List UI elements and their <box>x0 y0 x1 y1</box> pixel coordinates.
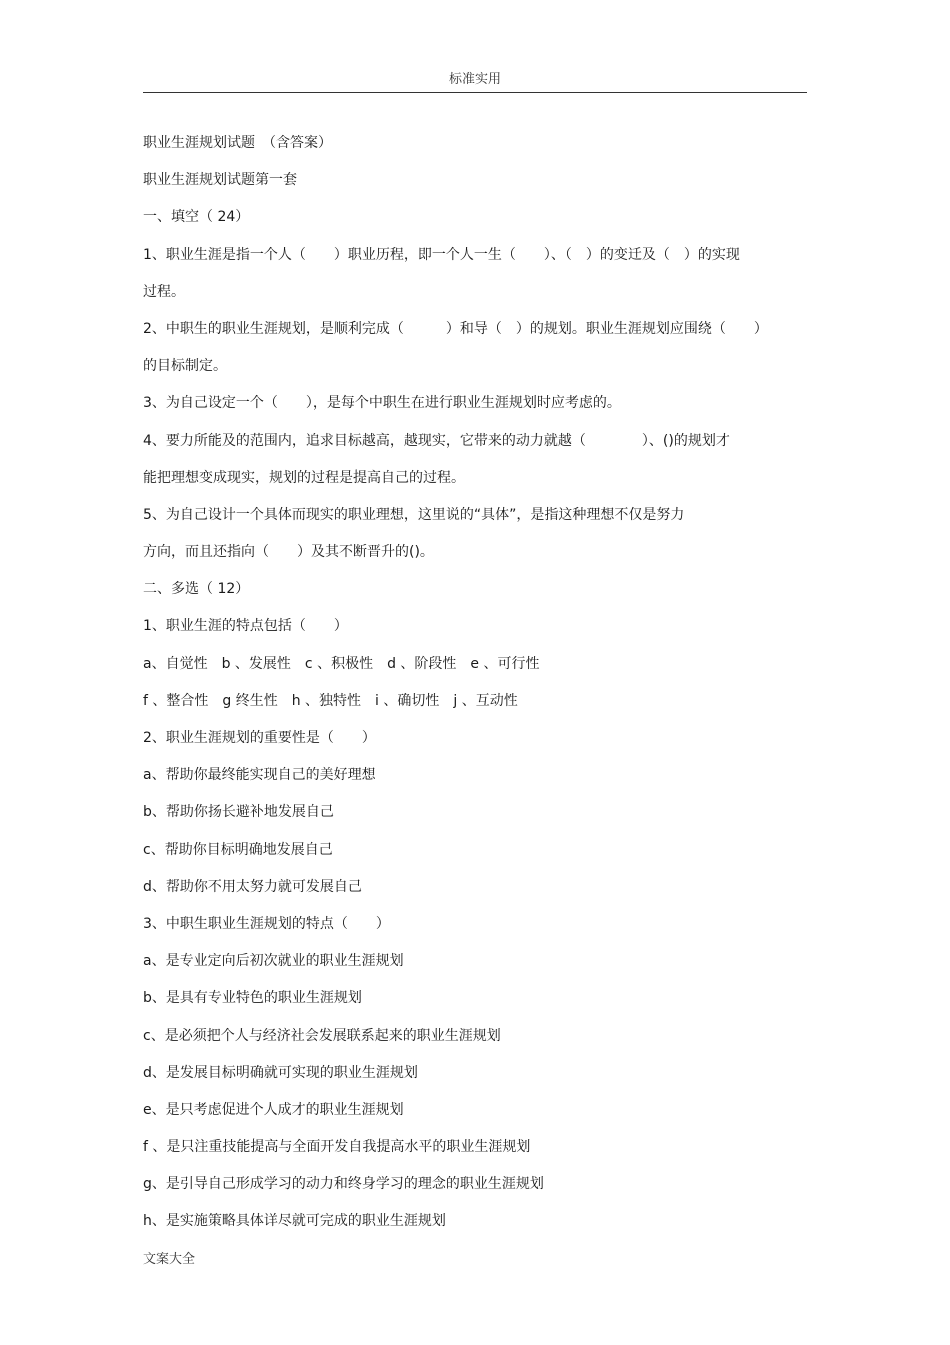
question-text: 2、职业生涯规划的重要性是（ ） <box>143 730 376 746</box>
question-text: 的目标制定。 <box>143 358 227 375</box>
doc-title: 职业生涯规划试题 （含答案） <box>143 135 332 151</box>
question-text: 过程。 <box>143 283 185 300</box>
header-title: 标准实用 <box>448 72 501 87</box>
option-text: c、帮助你目标明确地发展自己 <box>143 841 333 858</box>
option-text: c、是必须把个人与经济社会发展联系起来的职业生涯规划 <box>143 1027 501 1044</box>
page-footer: 文案大全 <box>143 1252 196 1267</box>
option-text: a、自觉性 b 、发展性 c 、积极性 d 、阶段性 e 、可行性 <box>143 655 540 672</box>
document-body <box>143 133 823 1249</box>
page-header <box>143 62 807 93</box>
option-text: d、帮助你不用太努力就可发展自己 <box>143 878 362 895</box>
question-text: 3、为自己设定一个（ ），是每个中职生在进行职业生涯规划时应考虑的。 <box>143 395 621 412</box>
option-text: a、帮助你最终能实现自己的美好理想 <box>143 767 376 784</box>
question-text: 1、职业生涯的特点包括（ ） <box>143 618 348 635</box>
question-text: 2、中职生的职业生涯规划，是顺利完成（ ）和导（ ）的规划。职业生涯规划应围绕（ ） <box>143 320 768 337</box>
option-text: h、是实施策略具体详尽就可完成的职业生涯规划 <box>143 1213 446 1230</box>
option-text: e、是只考虑促进个人成才的职业生涯规划 <box>143 1101 404 1118</box>
option-text: a、是专业定向后初次就业的职业生涯规划 <box>143 953 404 970</box>
question-text: 方向，而且还指向（ ）及其不断晋升的()。 <box>143 544 434 561</box>
section-heading-multiple-choice: 二、多选（ 12） <box>143 581 250 598</box>
question-text: 5、为自己设计一个具体而现实的职业理想，这里说的“具体”，是指这种理想不仅是努力 <box>143 506 685 523</box>
option-text: f 、整合性 g 终生性 h 、独特性 i 、确切性 j 、互动性 <box>143 692 518 709</box>
option-text: b、是具有专业特色的职业生涯规划 <box>143 990 362 1007</box>
section-heading-fill-blank: 一、填空（ 24） <box>143 209 250 226</box>
option-text: d、是发展目标明确就可实现的职业生涯规划 <box>143 1064 418 1081</box>
question-text: 能把理想变成现实，规划的过程是提高自己的过程。 <box>143 469 465 486</box>
doc-subtitle: 职业生涯规划试题第一套 <box>143 172 297 189</box>
question-text: 4、要力所能及的范围内，追求目标越高，越现实，它带来的动力就越（ ）、()的规划才 <box>143 432 730 449</box>
option-text: f 、是只注重技能提高与全面开发自我提高水平的职业生涯规划 <box>143 1139 531 1156</box>
option-text: g、是引导自己形成学习的动力和终身学习的理念的职业生涯规划 <box>143 1176 544 1193</box>
question-text: 1、职业生涯是指一个人（ ）职业历程，即一个人一生（ ）、（ ）的变迁及（ ）的实现 <box>143 246 740 263</box>
option-text: b、帮助你扬长避补地发展自己 <box>143 804 334 821</box>
question-text: 3、中职生职业生涯规划的特点（ ） <box>143 915 390 932</box>
